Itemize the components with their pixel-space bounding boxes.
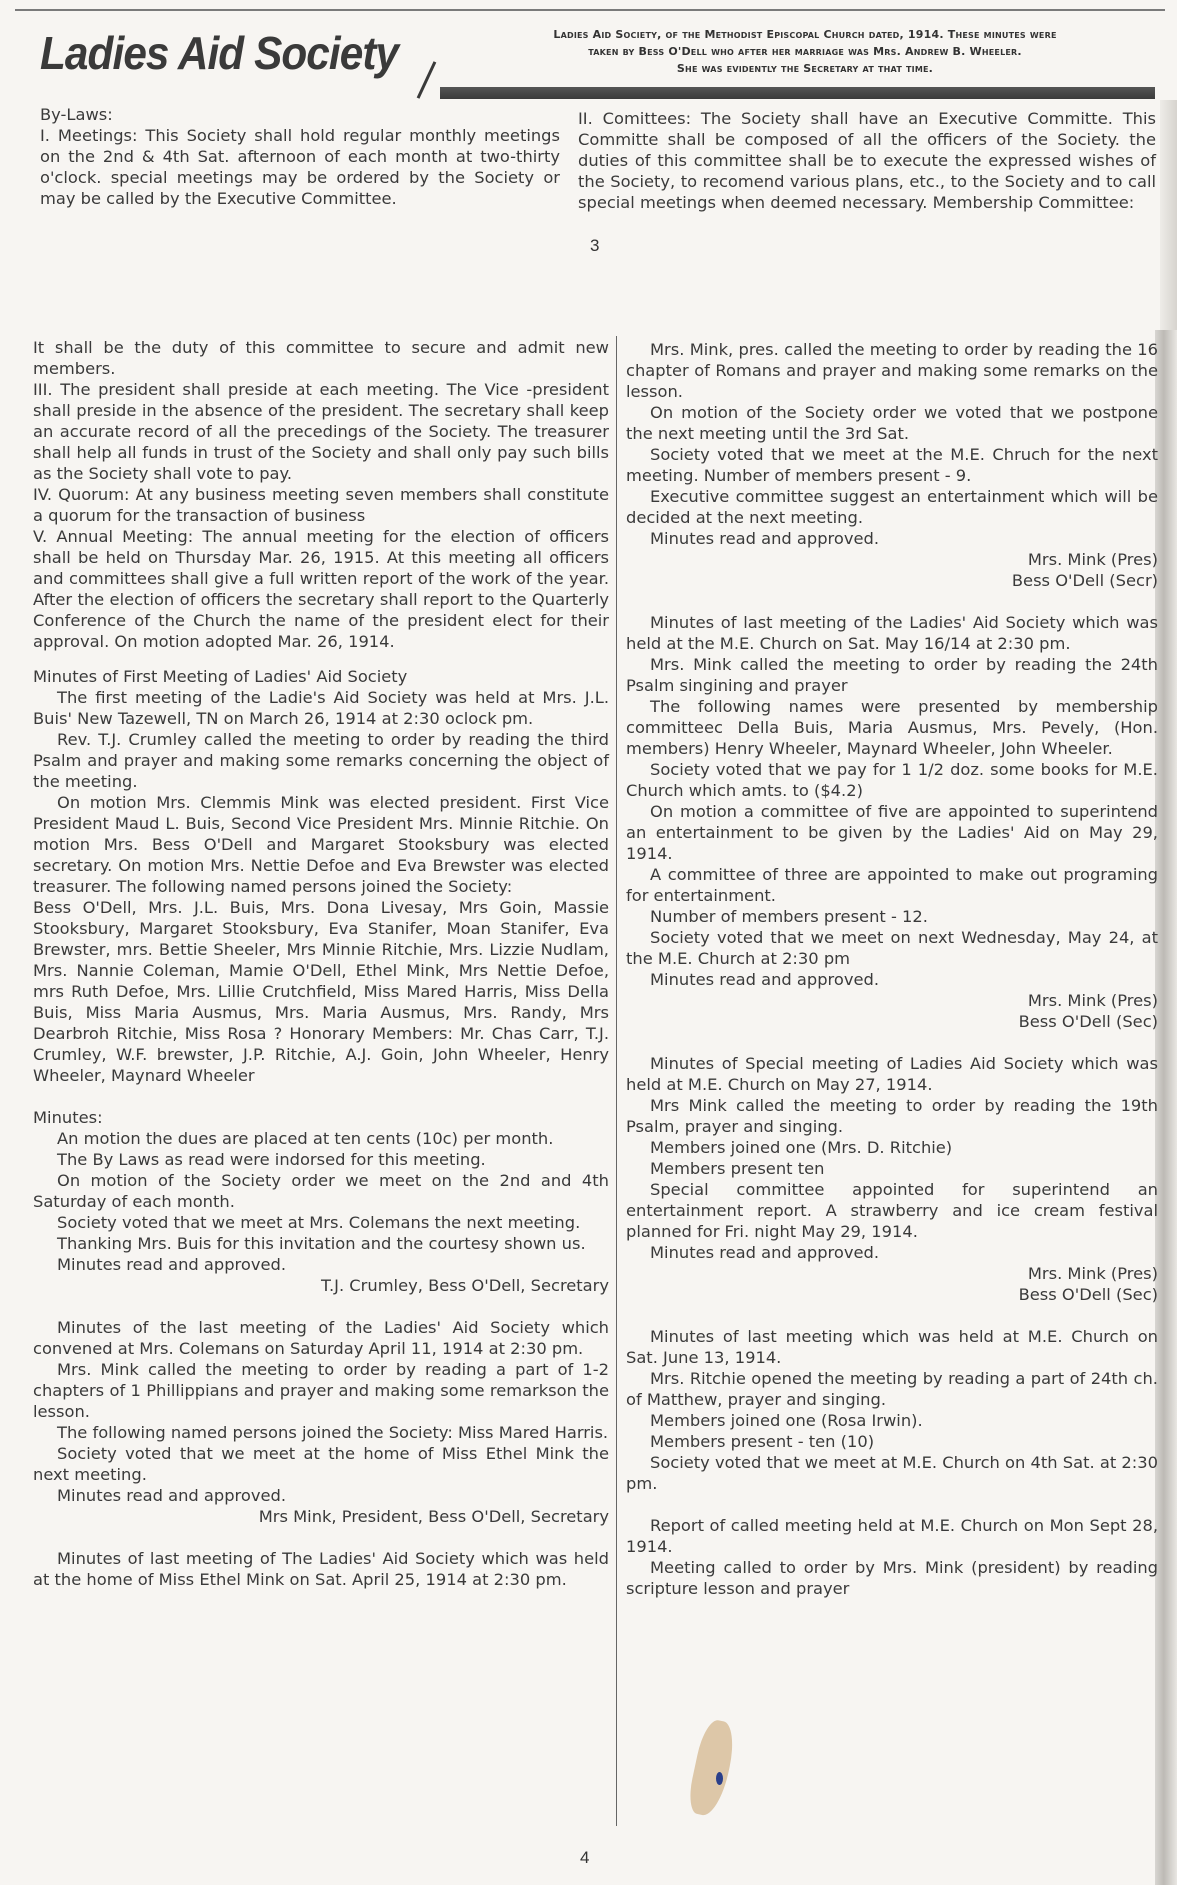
page3-right-column bbox=[578, 108, 1156, 213]
minutes-para: On motion a committee of five are appointed to superintend an entertainment to be given by the Ladies' Aid on May 29, 1914. bbox=[626, 802, 1158, 863]
minutes-heading: Minutes: bbox=[33, 1108, 103, 1127]
bylaw-committees: II. Comittees: The Society shall have an Executive Committe. This Committe shall be composed of all the officers of the Society. the duties of this committee shall be to execute the expressed wishes of the Society, to recomend various plans, etc., to the Society and to call special meetings when deemed necessary. Membership Committee: bbox=[578, 109, 1156, 212]
minutes-para: Report of called meeting held at M.E. Church on Mon Sept 28, 1914. bbox=[626, 1516, 1158, 1556]
column-divider bbox=[616, 336, 617, 1826]
minutes-signature: Mrs. Mink (Pres) bbox=[1027, 550, 1158, 569]
first-meeting-para: The first meeting of the Ladie's Aid Society was held at Mrs. J.L. Buis' New Tazewell, TN on March 26, 1914 at 2:30 oclock pm. bbox=[33, 688, 609, 728]
minutes-para: Mrs. Mink, pres. called the meeting to order by reading the 16 chapter of Romans and prayer and making some remarks on the lesson. bbox=[626, 340, 1158, 401]
minutes-line: Society voted that we meet at Mrs. Colemans the next meeting. bbox=[57, 1213, 581, 1232]
minutes-signature: T.J. Crumley, Bess O'Dell, Secretary bbox=[320, 1276, 609, 1295]
minutes-para: Meeting called to order by Mrs. Mink (president) by reading scripture lesson and prayer bbox=[626, 1558, 1158, 1598]
minutes-para: Special committee appointed for superintend an entertainment report. A strawberry and ice cream festival planned for Fri. night May 29, 1914. bbox=[626, 1180, 1158, 1241]
minutes-signature: Mrs. Mink (Pres) bbox=[1027, 1264, 1158, 1283]
minutes-para: Society voted that we meet on next Wednesday, May 24, at the M.E. Church at 2:30 pm bbox=[626, 928, 1158, 968]
bylaw-membership-duty: It shall be the duty of this committee to secure and admit new members. bbox=[33, 338, 609, 378]
minutes-para: Society voted that we meet at the M.E. Chruch for the next meeting. Number of members present - 9. bbox=[626, 445, 1158, 485]
first-meeting-para: Rev. T.J. Crumley called the meeting to order by reading the third Psalm and prayer and making some remarks concerning the object of the meeting. bbox=[33, 730, 609, 791]
subtitle-line: She was evidently the Secretary at that time. bbox=[676, 62, 934, 75]
page-number-4: 4 bbox=[580, 1848, 590, 1867]
minutes-para: Members joined one (Mrs. D. Ritchie) bbox=[650, 1138, 953, 1157]
minutes-line: On motion of the Society order we meet on the 2nd and 4th Saturday of each month. bbox=[33, 1171, 609, 1211]
minutes-line: Thanking Mrs. Buis for this invitation and the courtesy shown us. bbox=[57, 1234, 586, 1253]
page-number-3: 3 bbox=[590, 236, 600, 255]
minutes-para: Minutes of last meeting of The Ladies' Aid Society which was held at the home of Miss Ethel Mink on Sat. April 25, 1914 at 2:30 pm. bbox=[33, 1549, 609, 1589]
masthead-bar bbox=[440, 87, 1155, 99]
minutes-signature: Bess O'Dell (Secr) bbox=[1011, 571, 1158, 590]
subtitle-line: Ladies Aid Society, of the Methodist Episcopal Church dated, 1914. These minutes were bbox=[553, 28, 1057, 41]
page-edge-shadow bbox=[1160, 100, 1177, 330]
minutes-para: Executive committee suggest an entertainment which will be decided at the next meeting. bbox=[626, 487, 1158, 527]
top-rule bbox=[15, 9, 1165, 11]
bylaw-meetings: I. Meetings: This Society shall hold regular monthly meetings on the 2nd & 4th Sat. afternoon of each month at two-thirty o'clock. special meetings may be ordered by the Society or may be called by the Executive Committee. bbox=[40, 126, 560, 208]
minutes-para: Minutes read and approved. bbox=[650, 1243, 880, 1262]
member-list: Bess O'Dell, Mrs. J.L. Buis, Mrs. Dona Livesay, Mrs Goin, Massie Stooksbury, Margaret Stooksbury, Eva Stanifer, Moan Stanifer, Eva Brewster, mrs. Bettie Sheeler, Mrs Minnie Ritchie, Mrs. Lizzie Nudlam, Mrs. Nannie Coleman, Mamie O'Dell, Ethel Mink, Mrs Nettie Defoe, mrs Ruth Defoe, Mrs. Lillie Crutchfield, Miss Mared Harris, Miss Della Buis, Miss Maria Ausmus, Mrs. Maria Ausmus, Mrs. Randy, Mrs Dearbroh Ritchie, Miss Rosa ? Honorary Members: Mr. Chas Carr, T.J. Crumley, W.F. brewster, J.P. Ritchie, A.J. Goin, John Wheeler, Henry Wheeler, Maynard Wheeler bbox=[33, 898, 609, 1085]
masthead-slash bbox=[417, 61, 437, 99]
minutes-para: Mrs Mink called the meeting to order by reading the 19th Psalm, prayer and singing. bbox=[626, 1096, 1158, 1136]
minutes-signature: Bess O'Dell (Sec) bbox=[1018, 1012, 1158, 1031]
minutes-para: Members present - ten (10) bbox=[650, 1432, 875, 1451]
minutes-signature: Bess O'Dell (Sec) bbox=[1018, 1285, 1158, 1304]
masthead-subtitle bbox=[455, 26, 1155, 77]
minutes-signature: Mrs. Mink (Pres) bbox=[1027, 991, 1158, 1010]
minutes-para: Members joined one (Rosa Irwin). bbox=[650, 1411, 923, 1430]
minutes-para: Society voted that we pay for 1 1/2 doz. some books for M.E. Church which amts. to ($4.2) bbox=[626, 760, 1158, 800]
minutes-line: Minutes read and approved. bbox=[57, 1255, 287, 1274]
first-meeting-heading: Minutes of First Meeting of Ladies' Aid Society bbox=[33, 667, 408, 686]
bylaws-heading: By-Laws: bbox=[40, 105, 113, 124]
paper-tear-mark bbox=[685, 1718, 738, 1819]
minutes-signature: Mrs Mink, President, Bess O'Dell, Secretary bbox=[258, 1507, 609, 1526]
minutes-para: Society voted that we meet at M.E. Church on 4th Sat. at 2:30 pm. bbox=[626, 1453, 1158, 1493]
minutes-para: Mrs. Mink called the meeting to order by reading a part of 1-2 chapters of 1 Phillippians and prayer and making some remarkson the lesson. bbox=[33, 1360, 609, 1421]
minutes-para: Mrs. Mink called the meeting to order by reading the 24th Psalm singining and prayer bbox=[626, 655, 1158, 695]
minutes-para: On motion of the Society order we voted that we postpone the next meeting until the 3rd Sat. bbox=[626, 403, 1158, 443]
minutes-para: Minutes of last meeting of the Ladies' Aid Society which was held at the M.E. Church on Sat. May 16/14 at 2:30 pm. bbox=[626, 613, 1158, 653]
minutes-line: An motion the dues are placed at ten cents (10c) per month. bbox=[57, 1129, 554, 1148]
minutes-para: The following names were presented by membership committeec Della Buis, Maria Ausmus, Mrs. Pevely, (Hon. members) Henry Wheeler, Maynard Wheeler, John Wheeler. bbox=[626, 697, 1158, 758]
minutes-para: Minutes read and approved. bbox=[650, 529, 880, 548]
bylaw-officers: III. The president shall preside at each meeting. The Vice -president shall preside in the absence of the president. The secretary shall keep an accurate record of all the precedings of the Society. The treasurer shall help all funds in trust of the Society and shall only pay such bills as the Society shall vote to pay. bbox=[33, 380, 609, 483]
masthead-title: Ladies Aid Society bbox=[40, 27, 399, 79]
bylaw-quorum: IV. Quorum: At any business meeting seven members shall constitute a quorum for the transaction of business bbox=[33, 485, 609, 525]
minutes-para: The following named persons joined the Society: Miss Mared Harris. bbox=[57, 1423, 609, 1442]
ink-spot bbox=[716, 1772, 723, 1785]
minutes-para: Minutes of the last meeting of the Ladies' Aid Society which convened at Mrs. Colemans on Saturday April 11, 1914 at 2:30 pm. bbox=[33, 1318, 609, 1358]
minutes-para: Members present ten bbox=[650, 1159, 825, 1178]
minutes-para: Minutes read and approved. bbox=[650, 970, 880, 989]
bylaw-annual-meeting: V. Annual Meeting: The annual meeting for the election of officers shall be held on Thursday Mar. 26, 1915. At this meeting all officers and committees shall give a full written report of the work of the year. After the election of officers the secretary shall report to the Quarterly Conference of the Church the name of the president elect for their approval. On motion adopted Mar. 26, 1914. bbox=[33, 527, 609, 651]
minutes-para: Number of members present - 12. bbox=[650, 907, 928, 926]
first-meeting-para: On motion Mrs. Clemmis Mink was elected president. First Vice President Maud L. Buis, Second Vice President Mrs. Minnie Ritchie. On motion Mrs. Bess O'Dell and Margaret Stooksbury was elected secretary. On motion Mrs. Nettie Defoe and Eva Brewster was elected treasurer. The following named persons joined the Society: bbox=[33, 793, 609, 896]
minutes-para: A committee of three are appointed to make out programing for entertainment. bbox=[626, 865, 1158, 905]
page3-left-column bbox=[40, 104, 560, 209]
minutes-para: Society voted that we meet at the home of Miss Ethel Mink the next meeting. bbox=[33, 1444, 609, 1484]
page-edge-shadow bbox=[1155, 330, 1177, 1885]
minutes-para: Minutes read and approved. bbox=[57, 1486, 287, 1505]
minutes-line: The By Laws as read were indorsed for this meeting. bbox=[57, 1150, 486, 1169]
minutes-para: Minutes of Special meeting of Ladies Aid Society which was held at M.E. Church on May 27, 1914. bbox=[626, 1054, 1158, 1094]
minutes-para: Mrs. Ritchie opened the meeting by reading a part of 24th ch. of Matthew, prayer and singing. bbox=[626, 1369, 1158, 1409]
page4-left-column bbox=[33, 337, 609, 1590]
page4-right-column bbox=[626, 339, 1158, 1599]
subtitle-line: taken by Bess O'Dell who after her marriage was Mrs. Andrew B. Wheeler. bbox=[588, 45, 1022, 58]
minutes-para: Minutes of last meeting which was held at M.E. Church on Sat. June 13, 1914. bbox=[626, 1327, 1158, 1367]
